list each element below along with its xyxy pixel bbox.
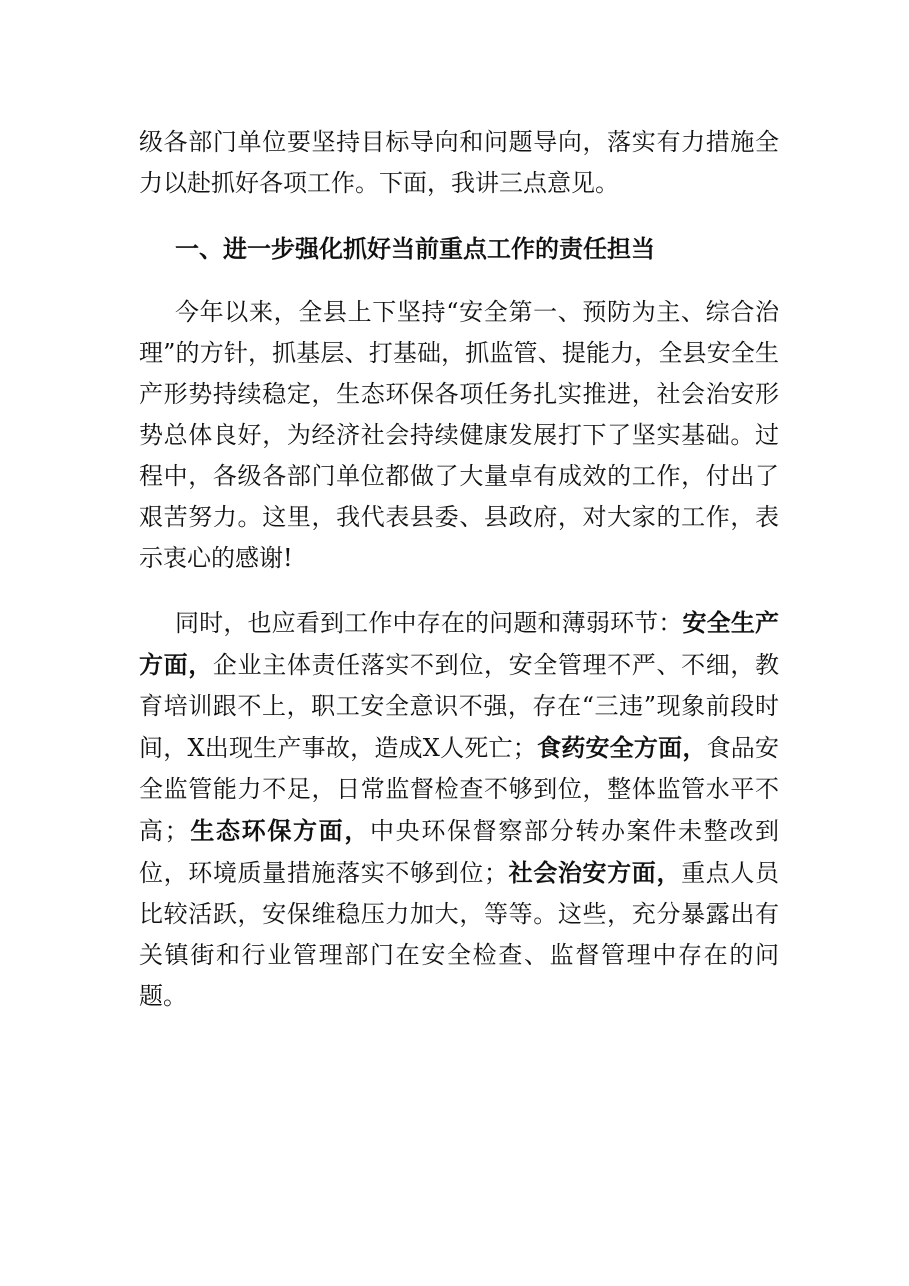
document-body — [139, 122, 779, 1017]
label-public-security: 社会治安方面， — [507, 858, 682, 887]
body-paragraph-2 — [139, 602, 779, 1017]
text-food-drug-safety: 食品安全监管能力不足，日常监督检查不够到位，整体监管水平不高； — [139, 734, 780, 845]
intro-paragraph: 级各部门单位要坚持目标导向和问题导向，落实有力措施全力以赴抓好各项工作。下面，我讲三点意见。 — [139, 128, 779, 197]
text-safety-production: 企业主体责任落实不到位，安全管理不严、不细，教育培训跟不上，职工安全意识不强，存在“三违”现象前段时间，X出现生产事故，造成X人死亡； — [139, 651, 780, 762]
text-ecology-environment: 中央环保督察部分转办案件未整改到位，环境质量措施落实不够到位； — [139, 817, 780, 887]
text-public-security: 重点人员比较活跃，安保维稳压力加大，等等。这些，充分暴露出有关镇街和行业管理部门在安全检查、监督管理中存在的问题。 — [139, 859, 780, 1010]
label-food-drug-safety: 食药安全方面， — [536, 733, 707, 762]
label-safety-production: 安全生产方面， — [139, 608, 779, 679]
section-heading: 一、进一步强化抓好当前重点工作的责任担当 — [175, 234, 655, 263]
label-ecology-environment: 生态环保方面， — [188, 816, 371, 845]
paragraph-lead: 同时，也应看到工作中存在的问题和薄弱环节： — [175, 609, 683, 637]
body-paragraph-1: 今年以来，全县上下坚持“安全第一、预防为主、综合治理”的方针，抓基层、打基础，抓监管、提能力，全县安全生产形势持续稳定，生态环保各项任务扎实推进，社会治安形势总体良好，为经济社会持续健康发展打下了坚实基础。过程中，各级各部门单位都做了大量卓有成效的工作，付出了艰苦努力。这里，我代表县委、县政府，对大家的工作，表示衷心的感谢! — [139, 298, 779, 572]
